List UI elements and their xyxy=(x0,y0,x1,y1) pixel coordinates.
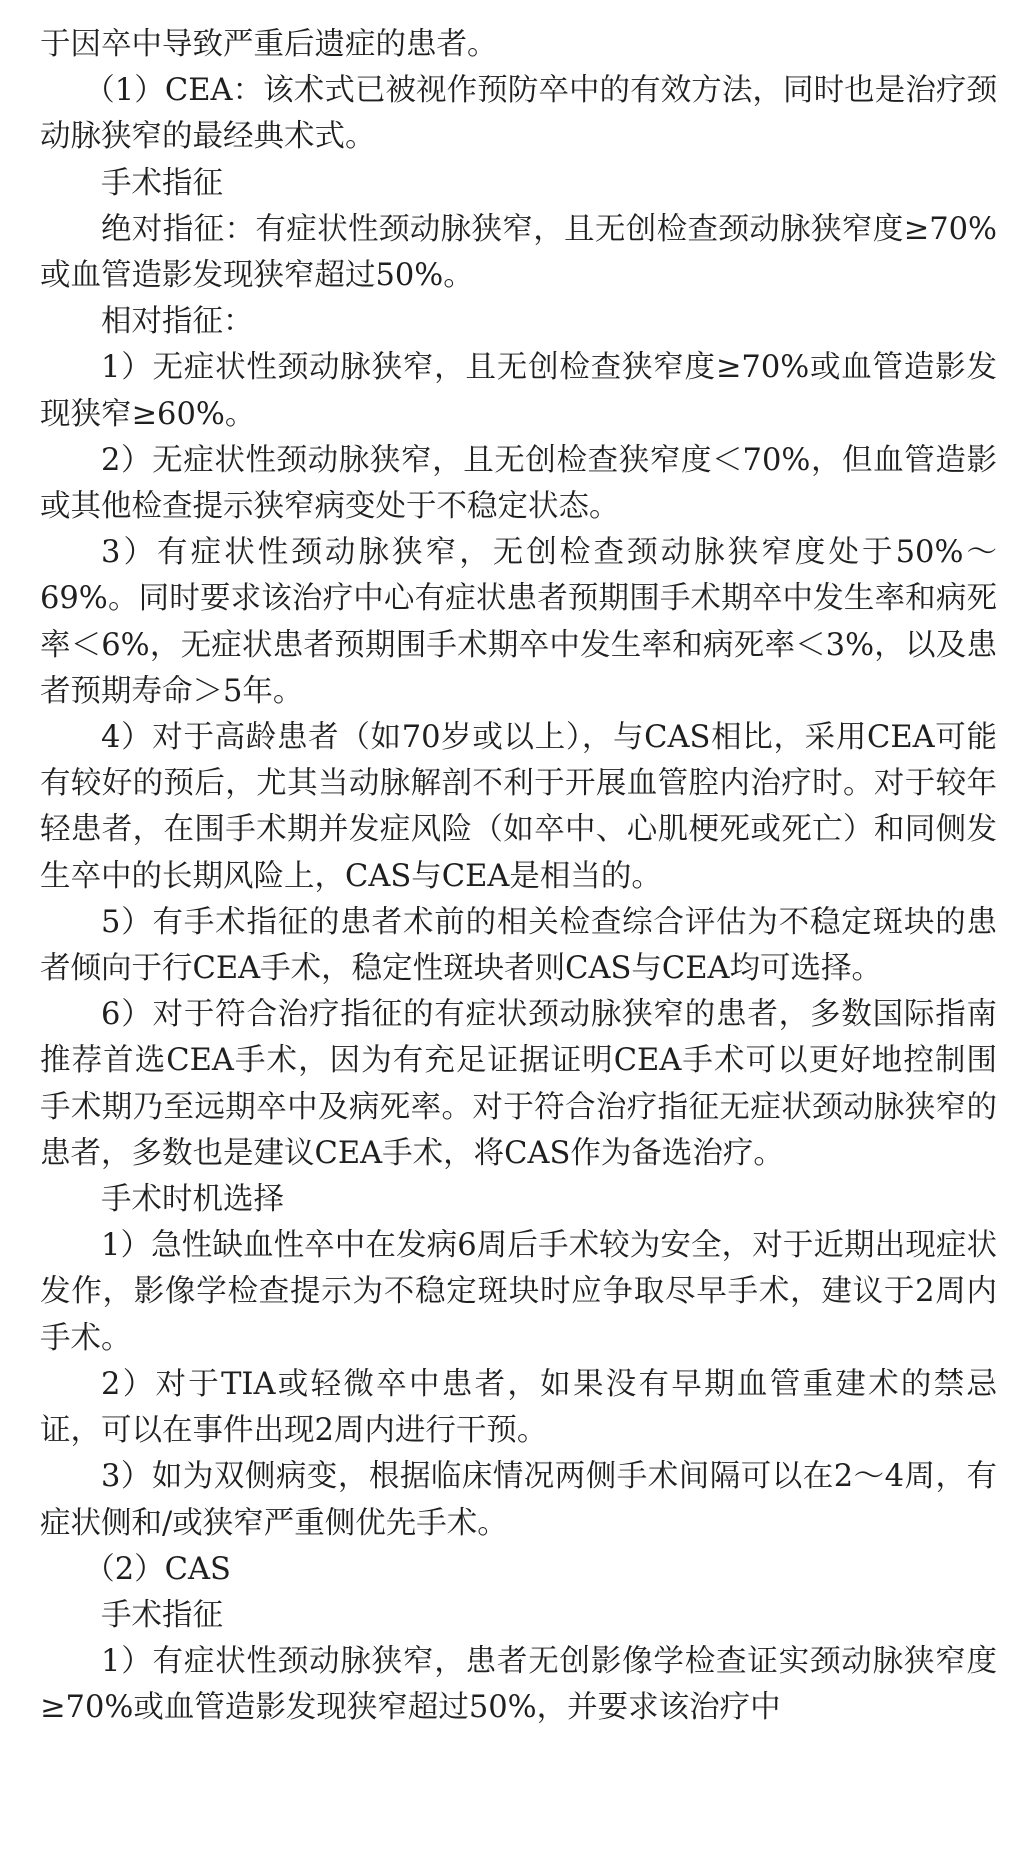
list-item-timing-2: 2）对于TIA或轻微卒中患者，如果没有早期血管重建术的禁忌证，可以在事件出现2周内进行干预。 xyxy=(40,1366,997,1449)
list-item-cas-1: 1）有症状性颈动脉狭窄，患者无创影像学检查证实颈动脉狭窄度≥70%或血管造影发现狭窄超过50%，并要求该治疗中 xyxy=(40,1644,997,1726)
list-item-timing-1: 1）急性缺血性卒中在发病6周后手术较为安全，对于近期出现症状发作，影像学检查提示为不稳定斑块时应争取尽早手术，建议于2周内手术。 xyxy=(40,1228,997,1356)
paragraph-continuation: 于因卒中导致严重后遗症的患者。 xyxy=(40,27,498,62)
paragraph-cea-heading: （1）CEA：该术式已被视作预防卒中的有效方法，同时也是治疗颈动脉狭窄的最经典术式。 xyxy=(40,73,997,155)
list-item-relative-5: 5）有手术指征的患者术前的相关检查综合评估为不稳定斑块的患者倾向于行CEA手术，稳定性斑块者则CAS与CEA均可选择。 xyxy=(40,904,997,987)
document-page xyxy=(40,22,997,1732)
list-item-relative-2: 2）无症状性颈动脉狭窄，且无创检查狭窄度＜70%，但血管造影或其他检查提示狭窄病变处于不稳定状态。 xyxy=(40,442,997,525)
list-item-relative-4: 4）对于高龄患者（如70岁或以上），与CAS相比，采用CEA可能有较好的预后，尤其当动脉解剖不利于开展血管腔内治疗时。对于较年轻患者，在围手术期并发症风险（如卒中、心肌梗死或死亡）和同侧发生卒中的长期风险上，CAS与CEA是相当的。 xyxy=(40,720,997,894)
subheading-relative-indications: 相对指征： xyxy=(101,304,254,340)
subheading-timing: 手术时机选择 xyxy=(101,1182,284,1218)
list-item-relative-6: 6）对于符合治疗指征的有症状颈动脉狭窄的患者，多数国际指南推荐首选CEA手术，因为有充足证据证明CEA手术可以更好地控制围手术期乃至远期卒中及病死率。对于符合治疗指征无症状颈动脉狭窄的患者，多数也是建议CEA手术，将CAS作为备选治疗。 xyxy=(40,997,997,1171)
list-item-relative-3: 3）有症状性颈动脉狭窄，无创检查颈动脉狭窄度处于50%～69%。同时要求该治疗中心有症状患者预期围手术期卒中发生率和病死率＜6%，无症状患者预期围手术期卒中发生率和病死率＜3%，以及患者预期寿命＞5年。 xyxy=(40,535,997,709)
subheading-surgical-indications: 手术指征 xyxy=(101,165,223,201)
list-item-timing-3: 3）如为双侧病变，根据临床情况两侧手术间隔可以在2～4周，有症状侧和/或狭窄严重侧优先手术。 xyxy=(40,1459,997,1541)
paragraph-absolute-indications: 绝对指征：有症状性颈动脉狭窄，且无创检查颈动脉狭窄度≥70%或血管造影发现狭窄超过50%。 xyxy=(40,211,997,294)
list-item-relative-1: 1）无症状性颈动脉狭窄，且无创检查狭窄度≥70%或血管造影发现狭窄≥60%。 xyxy=(40,350,997,432)
subheading-cas-indications: 手术指征 xyxy=(101,1597,223,1633)
paragraph-cas-heading: （2）CAS xyxy=(84,1551,231,1587)
